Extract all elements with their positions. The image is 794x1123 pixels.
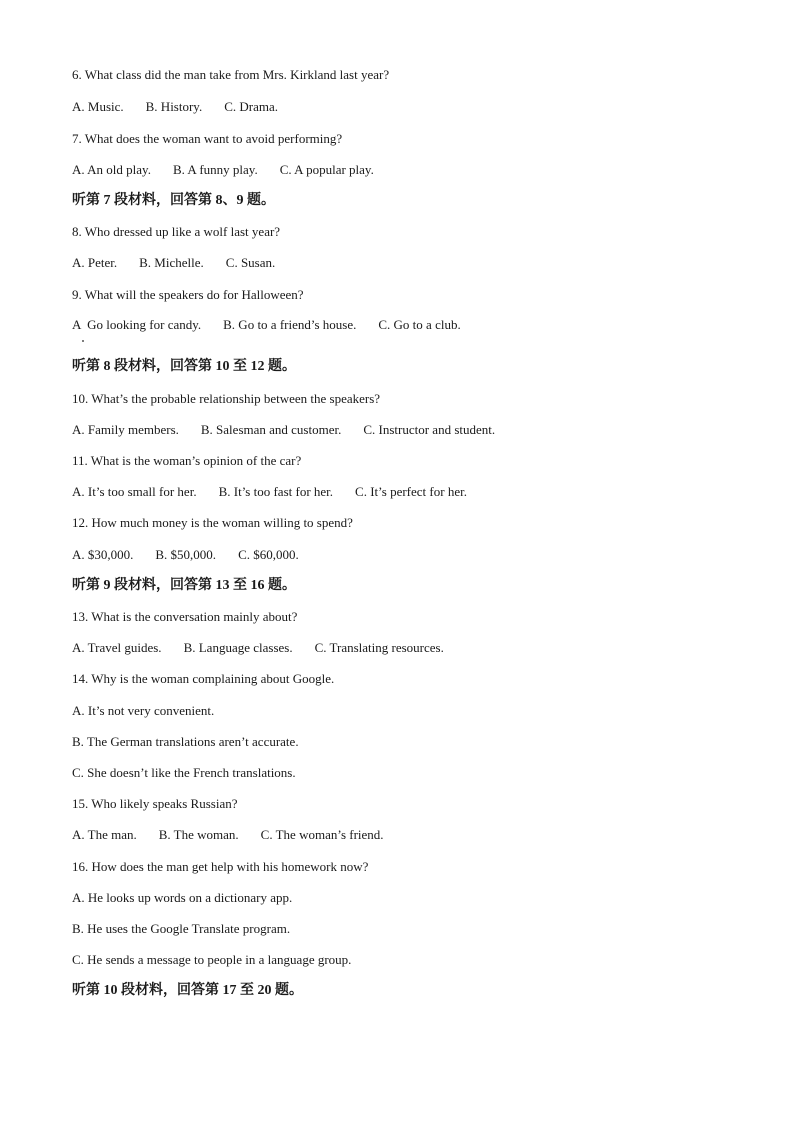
option-text: B. The woman. (158, 827, 239, 842)
option-line: C. He sends a message to people in a language group. (72, 952, 352, 967)
question-text: 15. Who likely speaks Russian? (72, 796, 238, 811)
question-text: 13. What is the conversation mainly about? (72, 609, 298, 624)
options-row (72, 317, 461, 333)
question-text: 7. What does the woman want to avoid performing? (72, 131, 343, 146)
option-line: C. She doesn’t like the French translations. (72, 765, 296, 780)
section-heading: 听第 10 段材料，回答第 17 至 20 题。 (72, 983, 303, 998)
question-text: 12. How much money is the woman willing to spend? (72, 515, 353, 530)
stray-mark (82, 340, 84, 342)
options-row (72, 547, 299, 563)
option-text: B. Go to a friend’s house. (223, 317, 357, 332)
option-text: A. The man. (72, 827, 137, 842)
question-text: 8. Who dressed up like a wolf last year? (72, 224, 281, 239)
option-text: B. Language classes. (183, 640, 293, 655)
option-text: B. Salesman and customer. (200, 422, 342, 437)
options-row (72, 422, 495, 438)
option-text: A. $30,000. (72, 547, 134, 562)
options-row (72, 640, 444, 656)
question-text: 10. What’s the probable relationship between the speakers? (72, 391, 381, 406)
option-text: B. A funny play. (172, 162, 258, 177)
option-text: A. It’s too small for her. (72, 484, 197, 499)
option-line: A. He looks up words on a dictionary app. (72, 890, 293, 905)
option-text: A. Music. (72, 99, 124, 114)
option-text: A. Travel guides. (72, 640, 162, 655)
options-row (72, 162, 374, 178)
option-text: A Go looking for candy. (72, 317, 202, 332)
option-text: C. The woman’s friend. (260, 827, 384, 842)
option-text: C. Susan. (225, 255, 276, 270)
option-text: A. Family members. (72, 422, 179, 437)
options-row (72, 827, 384, 843)
option-text: C. A popular play. (279, 162, 374, 177)
option-text: B. History. (145, 99, 203, 114)
option-text: C. Translating resources. (314, 640, 444, 655)
question-text: 11. What is the woman’s opinion of the car? (72, 453, 302, 468)
question-text: 16. How does the man get help with his homework now? (72, 859, 369, 874)
option-text: C. Instructor and student. (363, 422, 496, 437)
option-line: B. The German translations aren’t accurate. (72, 734, 299, 749)
options-row (72, 255, 275, 271)
option-text: A. An old play. (72, 162, 151, 177)
question-text: 9. What will the speakers do for Halloween? (72, 287, 304, 302)
option-text: B. Michelle. (139, 255, 204, 270)
option-text: B. $50,000. (155, 547, 217, 562)
option-text: C. It’s perfect for her. (355, 484, 467, 499)
option-text: C. $60,000. (238, 547, 299, 562)
option-text: B. It’s too fast for her. (218, 484, 334, 499)
option-text: C. Drama. (224, 99, 279, 114)
option-line: B. He uses the Google Translate program. (72, 921, 291, 936)
options-row (72, 99, 278, 115)
section-heading: 听第 9 段材料，回答第 13 至 16 题。 (72, 578, 296, 593)
question-text: 6. What class did the man take from Mrs. Kirkland last year? (72, 67, 390, 82)
option-line: A. It’s not very convenient. (72, 703, 215, 718)
options-row (72, 484, 467, 500)
option-text: A. Peter. (72, 255, 118, 270)
section-heading: 听第 7 段材料，回答第 8、9 题。 (72, 193, 275, 208)
option-text: C. Go to a club. (378, 317, 461, 332)
section-heading: 听第 8 段材料，回答第 10 至 12 题。 (72, 359, 296, 374)
question-text: 14. Why is the woman complaining about Google. (72, 671, 335, 686)
